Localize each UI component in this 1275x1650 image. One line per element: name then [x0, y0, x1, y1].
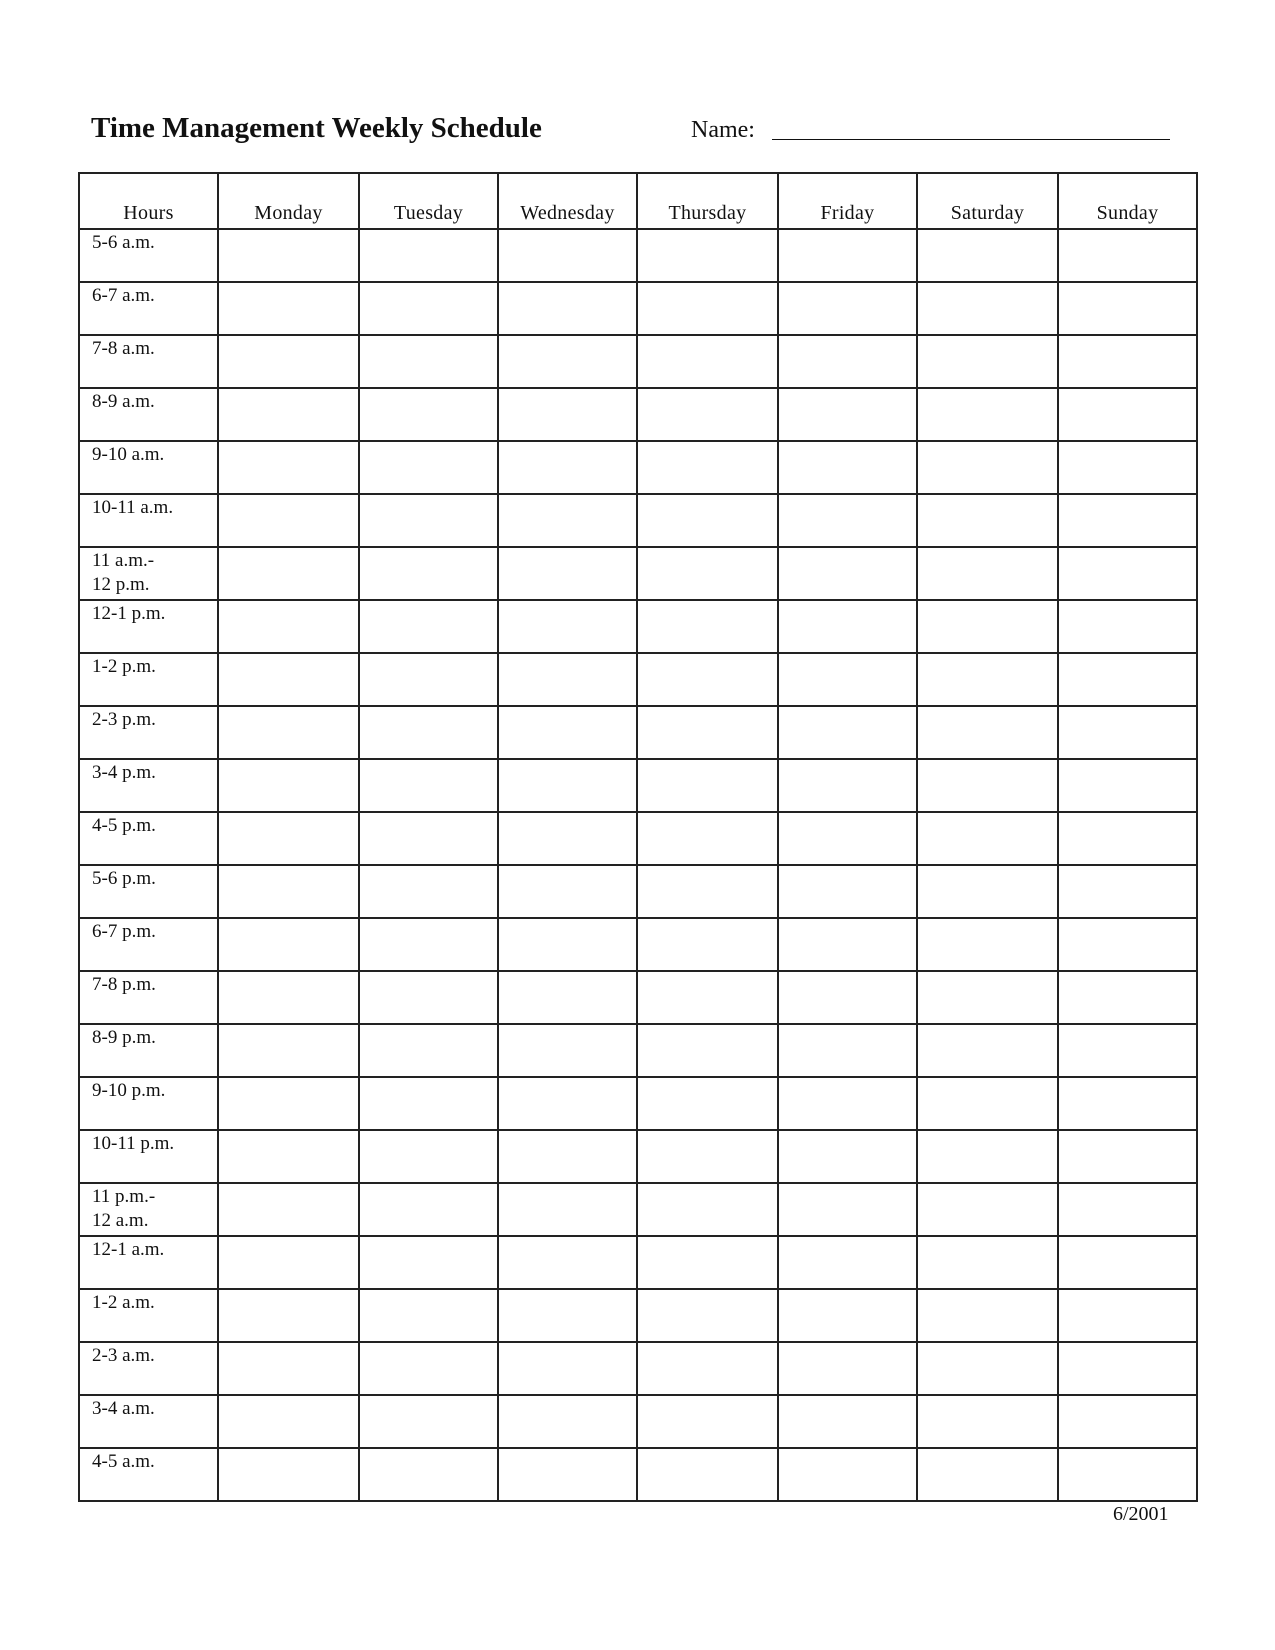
schedule-cell-tuesday[interactable] [359, 229, 498, 282]
schedule-cell-thursday[interactable] [637, 812, 778, 865]
schedule-cell-monday[interactable] [218, 494, 359, 547]
schedule-cell-monday[interactable] [218, 1342, 359, 1395]
schedule-cell-friday[interactable] [778, 600, 917, 653]
hour-label: 3-4 a.m. [79, 1395, 218, 1448]
schedule-cell-tuesday[interactable] [359, 812, 498, 865]
schedule-cell-thursday[interactable] [637, 1077, 778, 1130]
schedule-cell-saturday[interactable] [917, 653, 1058, 706]
table-row [79, 441, 1197, 494]
schedule-cell-wednesday[interactable] [498, 547, 637, 600]
schedule-cell-saturday[interactable] [917, 494, 1058, 547]
document-date: 6/2001 [1113, 1503, 1169, 1525]
schedule-cell-tuesday[interactable] [359, 1289, 498, 1342]
hour-label: 12-1 a.m. [79, 1236, 218, 1289]
hour-label: 9-10 a.m. [79, 441, 218, 494]
schedule-cell-monday[interactable] [218, 865, 359, 918]
table-row [79, 653, 1197, 706]
schedule-cell-sunday[interactable] [1058, 600, 1197, 653]
schedule-cell-friday[interactable] [778, 1448, 917, 1501]
table-row [79, 1448, 1197, 1501]
schedule-cell-monday[interactable] [218, 1024, 359, 1077]
table-row [79, 759, 1197, 812]
schedule-cell-monday[interactable] [218, 1236, 359, 1289]
schedule-cell-saturday[interactable] [917, 1130, 1058, 1183]
schedule-cell-sunday[interactable] [1058, 653, 1197, 706]
schedule-cell-saturday[interactable] [917, 1448, 1058, 1501]
day-header-friday: Friday [778, 173, 917, 229]
day-header-sunday: Sunday [1058, 173, 1197, 229]
schedule-cell-friday[interactable] [778, 441, 917, 494]
hour-label: 9-10 p.m. [79, 1077, 218, 1130]
schedule-cell-friday[interactable] [778, 759, 917, 812]
schedule-cell-wednesday[interactable] [498, 759, 637, 812]
schedule-cell-monday[interactable] [218, 812, 359, 865]
schedule-cell-monday[interactable] [218, 229, 359, 282]
hour-label: 6-7 p.m. [79, 918, 218, 971]
schedule-cell-wednesday[interactable] [498, 1342, 637, 1395]
schedule-cell-friday[interactable] [778, 1130, 917, 1183]
schedule-cell-wednesday[interactable] [498, 1130, 637, 1183]
schedule-cell-sunday[interactable] [1058, 1448, 1197, 1501]
schedule-cell-sunday[interactable] [1058, 1395, 1197, 1448]
hour-label: 4-5 a.m. [79, 1448, 218, 1501]
schedule-cell-wednesday[interactable] [498, 812, 637, 865]
schedule-cell-wednesday[interactable] [498, 1289, 637, 1342]
name-field[interactable] [772, 139, 1170, 140]
schedule-cell-saturday[interactable] [917, 1024, 1058, 1077]
hour-label: 2-3 a.m. [79, 1342, 218, 1395]
schedule-cell-tuesday[interactable] [359, 600, 498, 653]
schedule-cell-thursday[interactable] [637, 1183, 778, 1236]
schedule-cell-thursday[interactable] [637, 971, 778, 1024]
schedule-cell-tuesday[interactable] [359, 282, 498, 335]
hour-label: 8-9 a.m. [79, 388, 218, 441]
schedule-cell-saturday[interactable] [917, 1342, 1058, 1395]
schedule-cell-thursday[interactable] [637, 1236, 778, 1289]
schedule-cell-tuesday[interactable] [359, 865, 498, 918]
schedule-cell-sunday[interactable] [1058, 547, 1197, 600]
schedule-cell-thursday[interactable] [637, 1342, 778, 1395]
table-row [79, 282, 1197, 335]
schedule-cell-saturday[interactable] [917, 229, 1058, 282]
table-row [79, 494, 1197, 547]
schedule-cell-thursday[interactable] [637, 918, 778, 971]
schedule-cell-friday[interactable] [778, 1183, 917, 1236]
schedule-cell-monday[interactable] [218, 600, 359, 653]
schedule-cell-saturday[interactable] [917, 865, 1058, 918]
schedule-cell-wednesday[interactable] [498, 706, 637, 759]
table-row [79, 971, 1197, 1024]
schedule-cell-friday[interactable] [778, 1342, 917, 1395]
schedule-cell-tuesday[interactable] [359, 971, 498, 1024]
schedule-cell-saturday[interactable] [917, 706, 1058, 759]
schedule-cell-wednesday[interactable] [498, 1077, 637, 1130]
schedule-cell-sunday[interactable] [1058, 441, 1197, 494]
hour-label: 8-9 p.m. [79, 1024, 218, 1077]
schedule-cell-sunday[interactable] [1058, 706, 1197, 759]
schedule-cell-saturday[interactable] [917, 335, 1058, 388]
schedule-cell-tuesday[interactable] [359, 1077, 498, 1130]
schedule-cell-thursday[interactable] [637, 865, 778, 918]
hour-label: 1-2 a.m. [79, 1289, 218, 1342]
schedule-cell-wednesday[interactable] [498, 335, 637, 388]
schedule-cell-wednesday[interactable] [498, 441, 637, 494]
schedule-cell-saturday[interactable] [917, 1395, 1058, 1448]
table-row [79, 1395, 1197, 1448]
schedule-cell-sunday[interactable] [1058, 865, 1197, 918]
day-header-wednesday: Wednesday [498, 173, 637, 229]
day-header-saturday: Saturday [917, 173, 1058, 229]
schedule-cell-thursday[interactable] [637, 1024, 778, 1077]
schedule-cell-thursday[interactable] [637, 759, 778, 812]
schedule-cell-saturday[interactable] [917, 759, 1058, 812]
schedule-cell-saturday[interactable] [917, 918, 1058, 971]
table-row [79, 547, 1197, 600]
table-row [79, 335, 1197, 388]
schedule-cell-friday[interactable] [778, 229, 917, 282]
schedule-cell-friday[interactable] [778, 706, 917, 759]
schedule-cell-saturday[interactable] [917, 812, 1058, 865]
schedule-cell-tuesday[interactable] [359, 1342, 498, 1395]
schedule-cell-monday[interactable] [218, 282, 359, 335]
schedule-cell-saturday[interactable] [917, 441, 1058, 494]
schedule-cell-tuesday[interactable] [359, 706, 498, 759]
schedule-cell-thursday[interactable] [637, 653, 778, 706]
schedule-cell-thursday[interactable] [637, 282, 778, 335]
schedule-cell-monday[interactable] [218, 335, 359, 388]
schedule-cell-friday[interactable] [778, 1289, 917, 1342]
schedule-cell-sunday[interactable] [1058, 1342, 1197, 1395]
schedule-cell-sunday[interactable] [1058, 494, 1197, 547]
schedule-cell-thursday[interactable] [637, 600, 778, 653]
schedule-cell-wednesday[interactable] [498, 229, 637, 282]
schedule-cell-saturday[interactable] [917, 600, 1058, 653]
schedule-cell-monday[interactable] [218, 547, 359, 600]
schedule-cell-wednesday[interactable] [498, 282, 637, 335]
schedule-cell-wednesday[interactable] [498, 1024, 637, 1077]
schedule-cell-friday[interactable] [778, 547, 917, 600]
schedule-cell-sunday[interactable] [1058, 812, 1197, 865]
schedule-cell-tuesday[interactable] [359, 388, 498, 441]
schedule-cell-tuesday[interactable] [359, 1236, 498, 1289]
schedule-cell-thursday[interactable] [637, 1448, 778, 1501]
schedule-cell-sunday[interactable] [1058, 282, 1197, 335]
page-title: Time Management Weekly Schedule [91, 112, 542, 144]
schedule-cell-sunday[interactable] [1058, 918, 1197, 971]
schedule-cell-monday[interactable] [218, 441, 359, 494]
schedule-cell-friday[interactable] [778, 865, 917, 918]
schedule-cell-tuesday[interactable] [359, 335, 498, 388]
schedule-cell-thursday[interactable] [637, 1130, 778, 1183]
schedule-cell-saturday[interactable] [917, 282, 1058, 335]
schedule-cell-sunday[interactable] [1058, 971, 1197, 1024]
schedule-cell-thursday[interactable] [637, 335, 778, 388]
schedule-cell-monday[interactable] [218, 918, 359, 971]
schedule-cell-thursday[interactable] [637, 706, 778, 759]
schedule-cell-tuesday[interactable] [359, 759, 498, 812]
day-header-thursday: Thursday [637, 173, 778, 229]
schedule-cell-saturday[interactable] [917, 547, 1058, 600]
schedule-cell-friday[interactable] [778, 812, 917, 865]
schedule-cell-friday[interactable] [778, 653, 917, 706]
table-row [79, 812, 1197, 865]
hour-label: 10-11 a.m. [79, 494, 218, 547]
schedule-cell-friday[interactable] [778, 282, 917, 335]
schedule-cell-thursday[interactable] [637, 1289, 778, 1342]
table-row [79, 918, 1197, 971]
table-row [79, 1183, 1197, 1236]
schedule-cell-tuesday[interactable] [359, 1395, 498, 1448]
schedule-cell-sunday[interactable] [1058, 1024, 1197, 1077]
schedule-cell-monday[interactable] [218, 706, 359, 759]
schedule-cell-tuesday[interactable] [359, 1024, 498, 1077]
day-header-tuesday: Tuesday [359, 173, 498, 229]
schedule-cell-thursday[interactable] [637, 547, 778, 600]
schedule-cell-sunday[interactable] [1058, 1236, 1197, 1289]
weekly-schedule-table [78, 172, 1198, 1502]
schedule-cell-tuesday[interactable] [359, 653, 498, 706]
schedule-cell-monday[interactable] [218, 1289, 359, 1342]
schedule-cell-saturday[interactable] [917, 1077, 1058, 1130]
schedule-cell-wednesday[interactable] [498, 600, 637, 653]
schedule-cell-thursday[interactable] [637, 441, 778, 494]
hour-label: 2-3 p.m. [79, 706, 218, 759]
hour-label: 10-11 p.m. [79, 1130, 218, 1183]
schedule-cell-saturday[interactable] [917, 1236, 1058, 1289]
schedule-cell-sunday[interactable] [1058, 388, 1197, 441]
schedule-cell-friday[interactable] [778, 918, 917, 971]
schedule-cell-sunday[interactable] [1058, 335, 1197, 388]
hour-label: 4-5 p.m. [79, 812, 218, 865]
schedule-cell-friday[interactable] [778, 1395, 917, 1448]
hour-label: 6-7 a.m. [79, 282, 218, 335]
hour-label: 11 p.m.- 12 a.m. [79, 1183, 218, 1236]
schedule-cell-friday[interactable] [778, 335, 917, 388]
schedule-cell-wednesday[interactable] [498, 865, 637, 918]
table-row [79, 1024, 1197, 1077]
table-row [79, 1289, 1197, 1342]
day-header-monday: Monday [218, 173, 359, 229]
hour-label: 5-6 a.m. [79, 229, 218, 282]
schedule-cell-tuesday[interactable] [359, 1130, 498, 1183]
schedule-cell-wednesday[interactable] [498, 1448, 637, 1501]
schedule-cell-monday[interactable] [218, 759, 359, 812]
table-row [79, 706, 1197, 759]
schedule-cell-tuesday[interactable] [359, 547, 498, 600]
hour-label: 5-6 p.m. [79, 865, 218, 918]
schedule-cell-thursday[interactable] [637, 388, 778, 441]
hour-label: 1-2 p.m. [79, 653, 218, 706]
name-label: Name: [691, 117, 755, 143]
table-row [79, 1236, 1197, 1289]
table-row [79, 1077, 1197, 1130]
schedule-cell-sunday[interactable] [1058, 1289, 1197, 1342]
schedule-cell-saturday[interactable] [917, 1183, 1058, 1236]
schedule-cell-monday[interactable] [218, 1448, 359, 1501]
schedule-cell-monday[interactable] [218, 1183, 359, 1236]
schedule-cell-friday[interactable] [778, 971, 917, 1024]
schedule-body [79, 229, 1197, 1501]
hours-column-header: Hours [79, 173, 218, 229]
schedule-cell-thursday[interactable] [637, 494, 778, 547]
schedule-cell-tuesday[interactable] [359, 1448, 498, 1501]
schedule-cell-saturday[interactable] [917, 971, 1058, 1024]
schedule-cell-thursday[interactable] [637, 1395, 778, 1448]
table-row [79, 865, 1197, 918]
table-row [79, 388, 1197, 441]
table-row [79, 600, 1197, 653]
schedule-cell-wednesday[interactable] [498, 388, 637, 441]
schedule-cell-wednesday[interactable] [498, 1236, 637, 1289]
schedule-cell-wednesday[interactable] [498, 653, 637, 706]
schedule-cell-saturday[interactable] [917, 1289, 1058, 1342]
schedule-cell-thursday[interactable] [637, 229, 778, 282]
schedule-cell-friday[interactable] [778, 1077, 917, 1130]
hour-label: 3-4 p.m. [79, 759, 218, 812]
schedule-cell-sunday[interactable] [1058, 1077, 1197, 1130]
schedule-cell-wednesday[interactable] [498, 494, 637, 547]
schedule-cell-monday[interactable] [218, 388, 359, 441]
schedule-cell-sunday[interactable] [1058, 229, 1197, 282]
schedule-cell-wednesday[interactable] [498, 1183, 637, 1236]
schedule-cell-friday[interactable] [778, 388, 917, 441]
hour-label: 12-1 p.m. [79, 600, 218, 653]
schedule-cell-monday[interactable] [218, 1395, 359, 1448]
schedule-cell-wednesday[interactable] [498, 971, 637, 1024]
schedule-cell-sunday[interactable] [1058, 1130, 1197, 1183]
schedule-cell-friday[interactable] [778, 1024, 917, 1077]
schedule-cell-sunday[interactable] [1058, 759, 1197, 812]
schedule-cell-friday[interactable] [778, 1236, 917, 1289]
table-row [79, 229, 1197, 282]
hour-label: 7-8 p.m. [79, 971, 218, 1024]
schedule-cell-tuesday[interactable] [359, 441, 498, 494]
table-row [79, 1342, 1197, 1395]
schedule-cell-monday[interactable] [218, 1130, 359, 1183]
schedule-cell-monday[interactable] [218, 653, 359, 706]
schedule-cell-wednesday[interactable] [498, 1395, 637, 1448]
schedule-cell-monday[interactable] [218, 1077, 359, 1130]
schedule-cell-tuesday[interactable] [359, 494, 498, 547]
schedule-cell-saturday[interactable] [917, 388, 1058, 441]
schedule-cell-tuesday[interactable] [359, 1183, 498, 1236]
schedule-cell-wednesday[interactable] [498, 918, 637, 971]
table-row [79, 1130, 1197, 1183]
schedule-cell-sunday[interactable] [1058, 1183, 1197, 1236]
schedule-cell-friday[interactable] [778, 494, 917, 547]
hour-label: 11 a.m.- 12 p.m. [79, 547, 218, 600]
schedule-cell-tuesday[interactable] [359, 918, 498, 971]
schedule-cell-monday[interactable] [218, 971, 359, 1024]
hour-label: 7-8 a.m. [79, 335, 218, 388]
header-row [79, 173, 1197, 229]
